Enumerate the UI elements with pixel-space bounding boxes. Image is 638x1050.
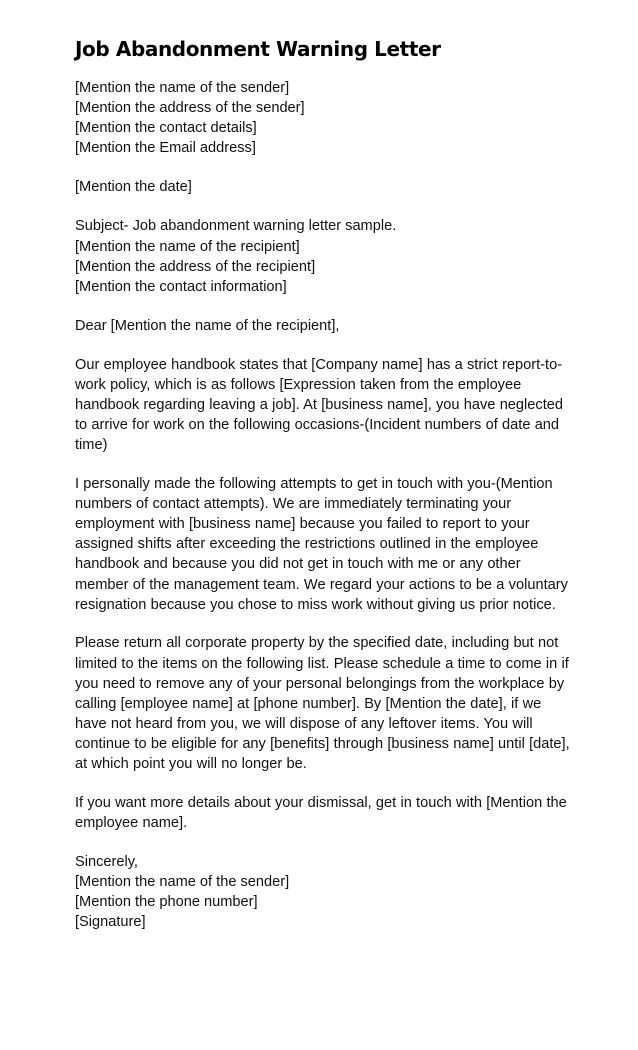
recipient-address: [Mention the address of the recipient] — [75, 258, 316, 275]
document-title: Job Abandonment Warning Letter — [75, 37, 441, 61]
sender-contact-details: [Mention the contact details] — [75, 120, 257, 137]
salutation: Dear [Mention the name of the recipient], — [75, 317, 340, 334]
sender-address: [Mention the address of the sender] — [75, 100, 305, 117]
recipient-block — [75, 216, 575, 296]
closing-sincerely: Sincerely, — [75, 853, 138, 870]
sender-name: [Mention the name of the sender] — [75, 80, 290, 96]
subject-line: Subject- Job abandonment warning letter sample. — [75, 218, 397, 235]
date-block — [75, 177, 575, 197]
paragraph-contact: If you want more details about your dismissal, get in touch with [Mention the employee name]. — [75, 794, 567, 831]
paragraph-policy: Our employee handbook states that [Company name] has a strict report-to-work policy, which is as follows [Expression taken from the employee handbook regarding leaving a job]. At [business name], you have neglected to arrive for work on the following occasions-(Incident numbers of date and time) — [75, 356, 563, 454]
closing-phone: [Mention the phone number] — [75, 893, 258, 910]
closing-signature: [Signature] — [75, 913, 146, 930]
sender-block — [75, 78, 575, 158]
recipient-name: [Mention the name of the recipient] — [75, 238, 300, 255]
paragraph-termination: I personally made the following attempts to get in touch with you-(Mention numbers of contact attempts). We are immediately terminating your employment with [business name] because you failed to report to your assigned shifts after exceeding the restrictions outlined in the employee handbook and because you did not get in touch with me or any other member of the management team. We regard your actions to be a voluntary resignation because you chose to miss work without giving us prior notice. — [75, 476, 568, 613]
paragraph-property-return: Please return all corporate property by the specified date, including but not limited to the items on the following list. Please schedule a time to come in if you need to remove any of your personal belongings from the workplace by calling [employee name] at [phone number]. By [Mention the date], if we have not heard from you, we will dispose of any leftover items. You will continue to be eligible for any [benefits] through [business name] until [date], at which point you will no longer be. — [75, 635, 570, 772]
letter-body — [75, 78, 575, 951]
closing-sender-name: [Mention the name of the sender] — [75, 873, 290, 890]
letter-date: [Mention the date] — [75, 179, 192, 196]
recipient-contact: [Mention the contact information] — [75, 278, 287, 295]
closing-block — [75, 852, 575, 932]
salutation-block — [75, 316, 575, 336]
sender-email: [Mention the Email address] — [75, 140, 256, 157]
